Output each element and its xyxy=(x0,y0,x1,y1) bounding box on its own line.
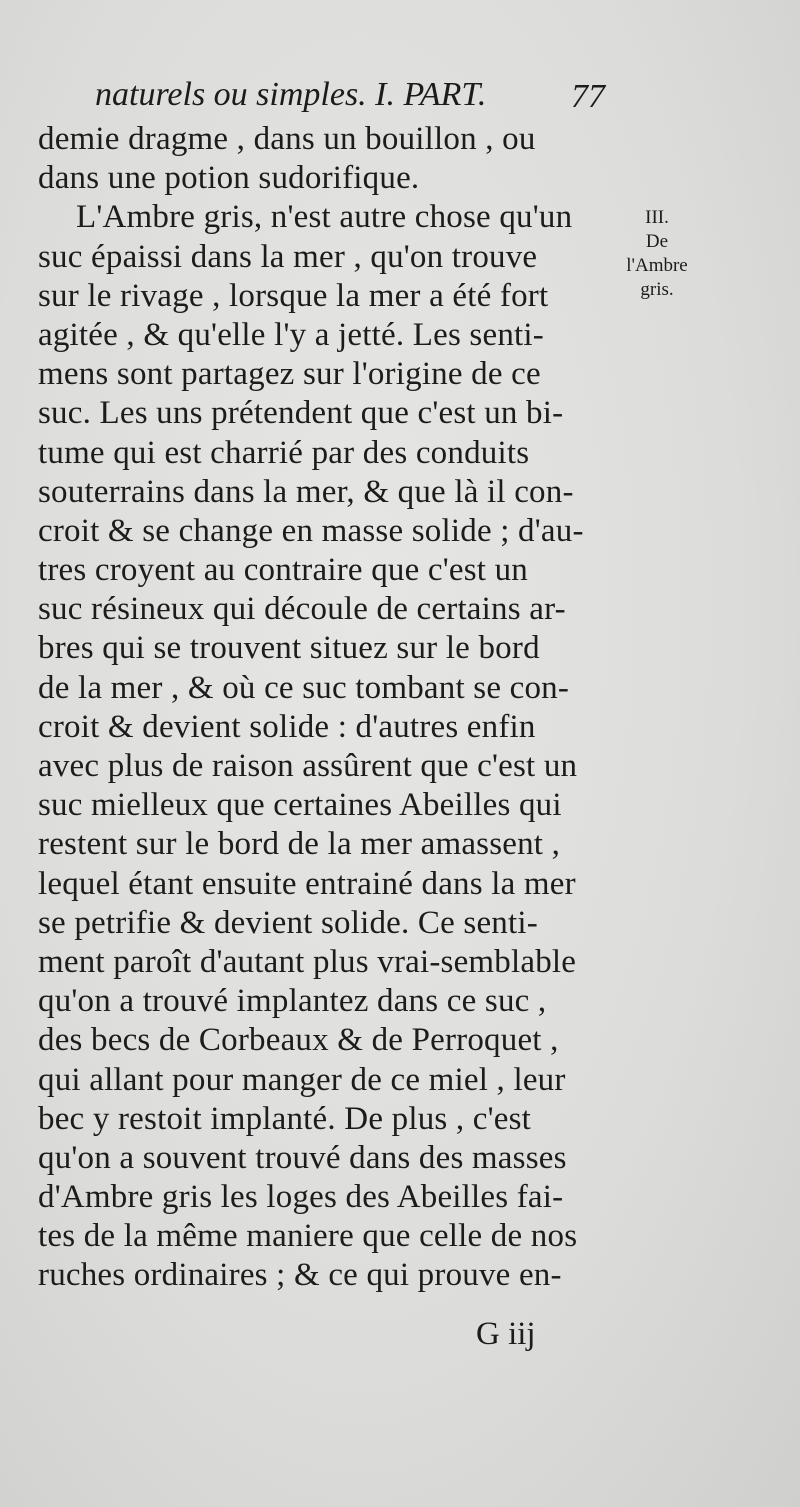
text-line: se petrifie & devient solide. Ce senti- xyxy=(38,904,538,941)
text-line: suc épaissi dans la mer , qu'on trouve xyxy=(38,238,538,275)
text-line: croit & se change en masse solide ; d'au- xyxy=(38,512,584,549)
text-line: agitée , & qu'elle l'y a jetté. Les senti- xyxy=(38,316,544,353)
text-line: demie dragme , dans un bouillon , ou xyxy=(38,121,536,157)
text-line: bres qui se trouvent situez sur le bord xyxy=(38,630,540,667)
text-line: de la mer , & où ce suc tombant se con- xyxy=(38,669,570,706)
text-line: qu'on a souvent trouvé dans des masses xyxy=(38,1139,567,1176)
page-header xyxy=(95,70,605,120)
text-line: suc résineux qui découle de certains ar- xyxy=(38,591,566,628)
marginal-line: De xyxy=(645,231,669,252)
text-line: dans une potion sudorifique. xyxy=(38,160,420,197)
text-line: ruches ordinaires ; & ce qui prouve en- xyxy=(38,1257,562,1294)
marginal-line: l'Ambre xyxy=(626,255,688,276)
text-line: bec y restoit implanté. De plus , c'est xyxy=(38,1100,532,1137)
text-line: suc mielleux que certaines Abeilles qui xyxy=(38,787,562,824)
text-line: sur le rivage , lorsque la mer a été fort xyxy=(38,277,549,314)
text-line: L'Ambre gris, n'est autre chose qu'un xyxy=(76,199,573,236)
text-line: tres croyent au contraire que c'est un xyxy=(38,552,528,589)
text-line: mens sont partagez sur l'origine de ce xyxy=(38,356,541,393)
text-line: d'Ambre gris les loges des Abeilles fai- xyxy=(38,1179,564,1216)
text-line: tume qui est charrié par des conduits xyxy=(38,434,530,471)
text-line: des becs de Corbeaux & de Perroquet , xyxy=(38,1022,559,1059)
text-line: souterrains dans la mer, & que là il con- xyxy=(38,473,574,510)
text-line: qui allant pour manger de ce miel , leur xyxy=(38,1061,566,1098)
signature-mark: G iij xyxy=(476,1316,536,1352)
text-line: tes de la même maniere que celle de nos xyxy=(38,1218,578,1255)
text-line: lequel étant ensuite entrainé dans la mer xyxy=(38,865,576,902)
text-line: restent sur le bord de la mer amassent , xyxy=(38,826,561,863)
marginal-section-number: III. xyxy=(645,207,669,228)
body-text xyxy=(38,120,600,1296)
text-line: avec plus de raison assûrent que c'est un xyxy=(38,748,578,784)
text-line: ment paroît d'autant plus vrai-semblable xyxy=(38,943,577,980)
marginal-note xyxy=(612,206,702,302)
running-head: naturels ou simples. I. PART. xyxy=(95,76,487,113)
text-line: suc. Les uns prétendent que c'est un bi- xyxy=(38,395,564,432)
text-line: croit & devient solide : d'autres enfin xyxy=(38,708,536,745)
text-line: qu'on a trouvé implantez dans ce suc , xyxy=(38,983,547,1020)
marginal-line: gris. xyxy=(640,279,674,300)
page-number: 77 xyxy=(571,78,605,115)
